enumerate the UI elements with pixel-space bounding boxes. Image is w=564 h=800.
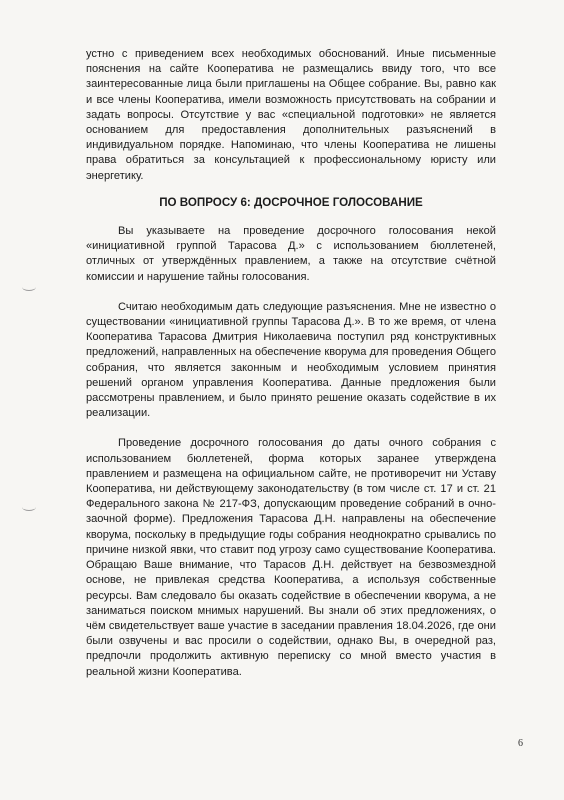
- section-heading: ПО ВОПРОСУ 6: ДОСРОЧНОЕ ГОЛОСОВАНИЕ: [159, 195, 423, 209]
- punch-hole-mark: [22, 503, 36, 511]
- punch-hole-mark: [22, 283, 36, 291]
- paragraph: Считаю необходимым дать следующие разъяснения. Мне не известно о существовании «инициативной группы Тарасова Д.». В то же время, от члена Кооператива Тарасова Дмитрия Николаевича поступил ряд конструктивных предложений, направленных на обеспечение кворума для проведения Общего собрания, что является законным и необходимым условием принятия решений органом управления Кооператива. Данные предложения были рассмотрены правлением, и было принято решение оказать содействие в их реализации.: [86, 300, 496, 420]
- paragraph: Вы указываете на проведение досрочного голосования некой «инициативной группой Тарасова Д.» с использованием бюллетеней, отличных от утверждённых правлением, а также на отсутствие счётной комиссии и нарушение тайны голосования.: [86, 225, 496, 283]
- continued-paragraph: устно с приведением всех необходимых обоснований. Иные письменные пояснения на сайте Кооператива не размещались ввиду того, что все заинтересованные лица были приглашены на Общее собрание. Вы, равно как и все члены Кооператива, имели возможность присутствовать на собрании и задать вопросы. Отсутствие у вас «специальной подготовки» не является основанием для предоставления дополнительных разъяснений в индивидуальном порядке. Напоминаю, что члены Кооператива не лишены права обратиться за консультацией к профессиональному юристу или энергетику.: [86, 48, 496, 182]
- document-body: [86, 47, 496, 680]
- page-number: 6: [518, 738, 523, 749]
- paragraph: Проведение досрочного голосования до даты очного собрания с использованием бюллетеней, форма которых заранее утверждена правлением и размещена на официальном сайте, не противоречит ни Уставу Кооператива, ни действующему законодательству (в том числе ст. 17 и ст. 21 Федерального закона № 217-ФЗ, допускающим проведение собраний в очно-заочной форме). Предложения Тарасова Д.Н. направлены на обеспечение кворума, поскольку в предыдущие годы собрания неоднократно срывались по причине низкой явки, что ставит под угрозу само существование Кооператива. Обращаю Ваше внимание, что Тарасов Д.Н. действует на безвозмездной основе, не привлекая средства Кооператива, а используя собственные ресурсы. Вам следовало бы оказать содействие в обеспечении кворума, а не заниматься поиском мнимых нарушений. Вы знали об этих предложениях, о чём свидетельствует ваше участие в заседании правления 18.04.2026, где они были озвучены и вас просили о содействии, однако Вы, в очередной раз, предпочли продолжить активную переписку со мной вместо участия в реальной жизни Кооператива.: [86, 437, 496, 678]
